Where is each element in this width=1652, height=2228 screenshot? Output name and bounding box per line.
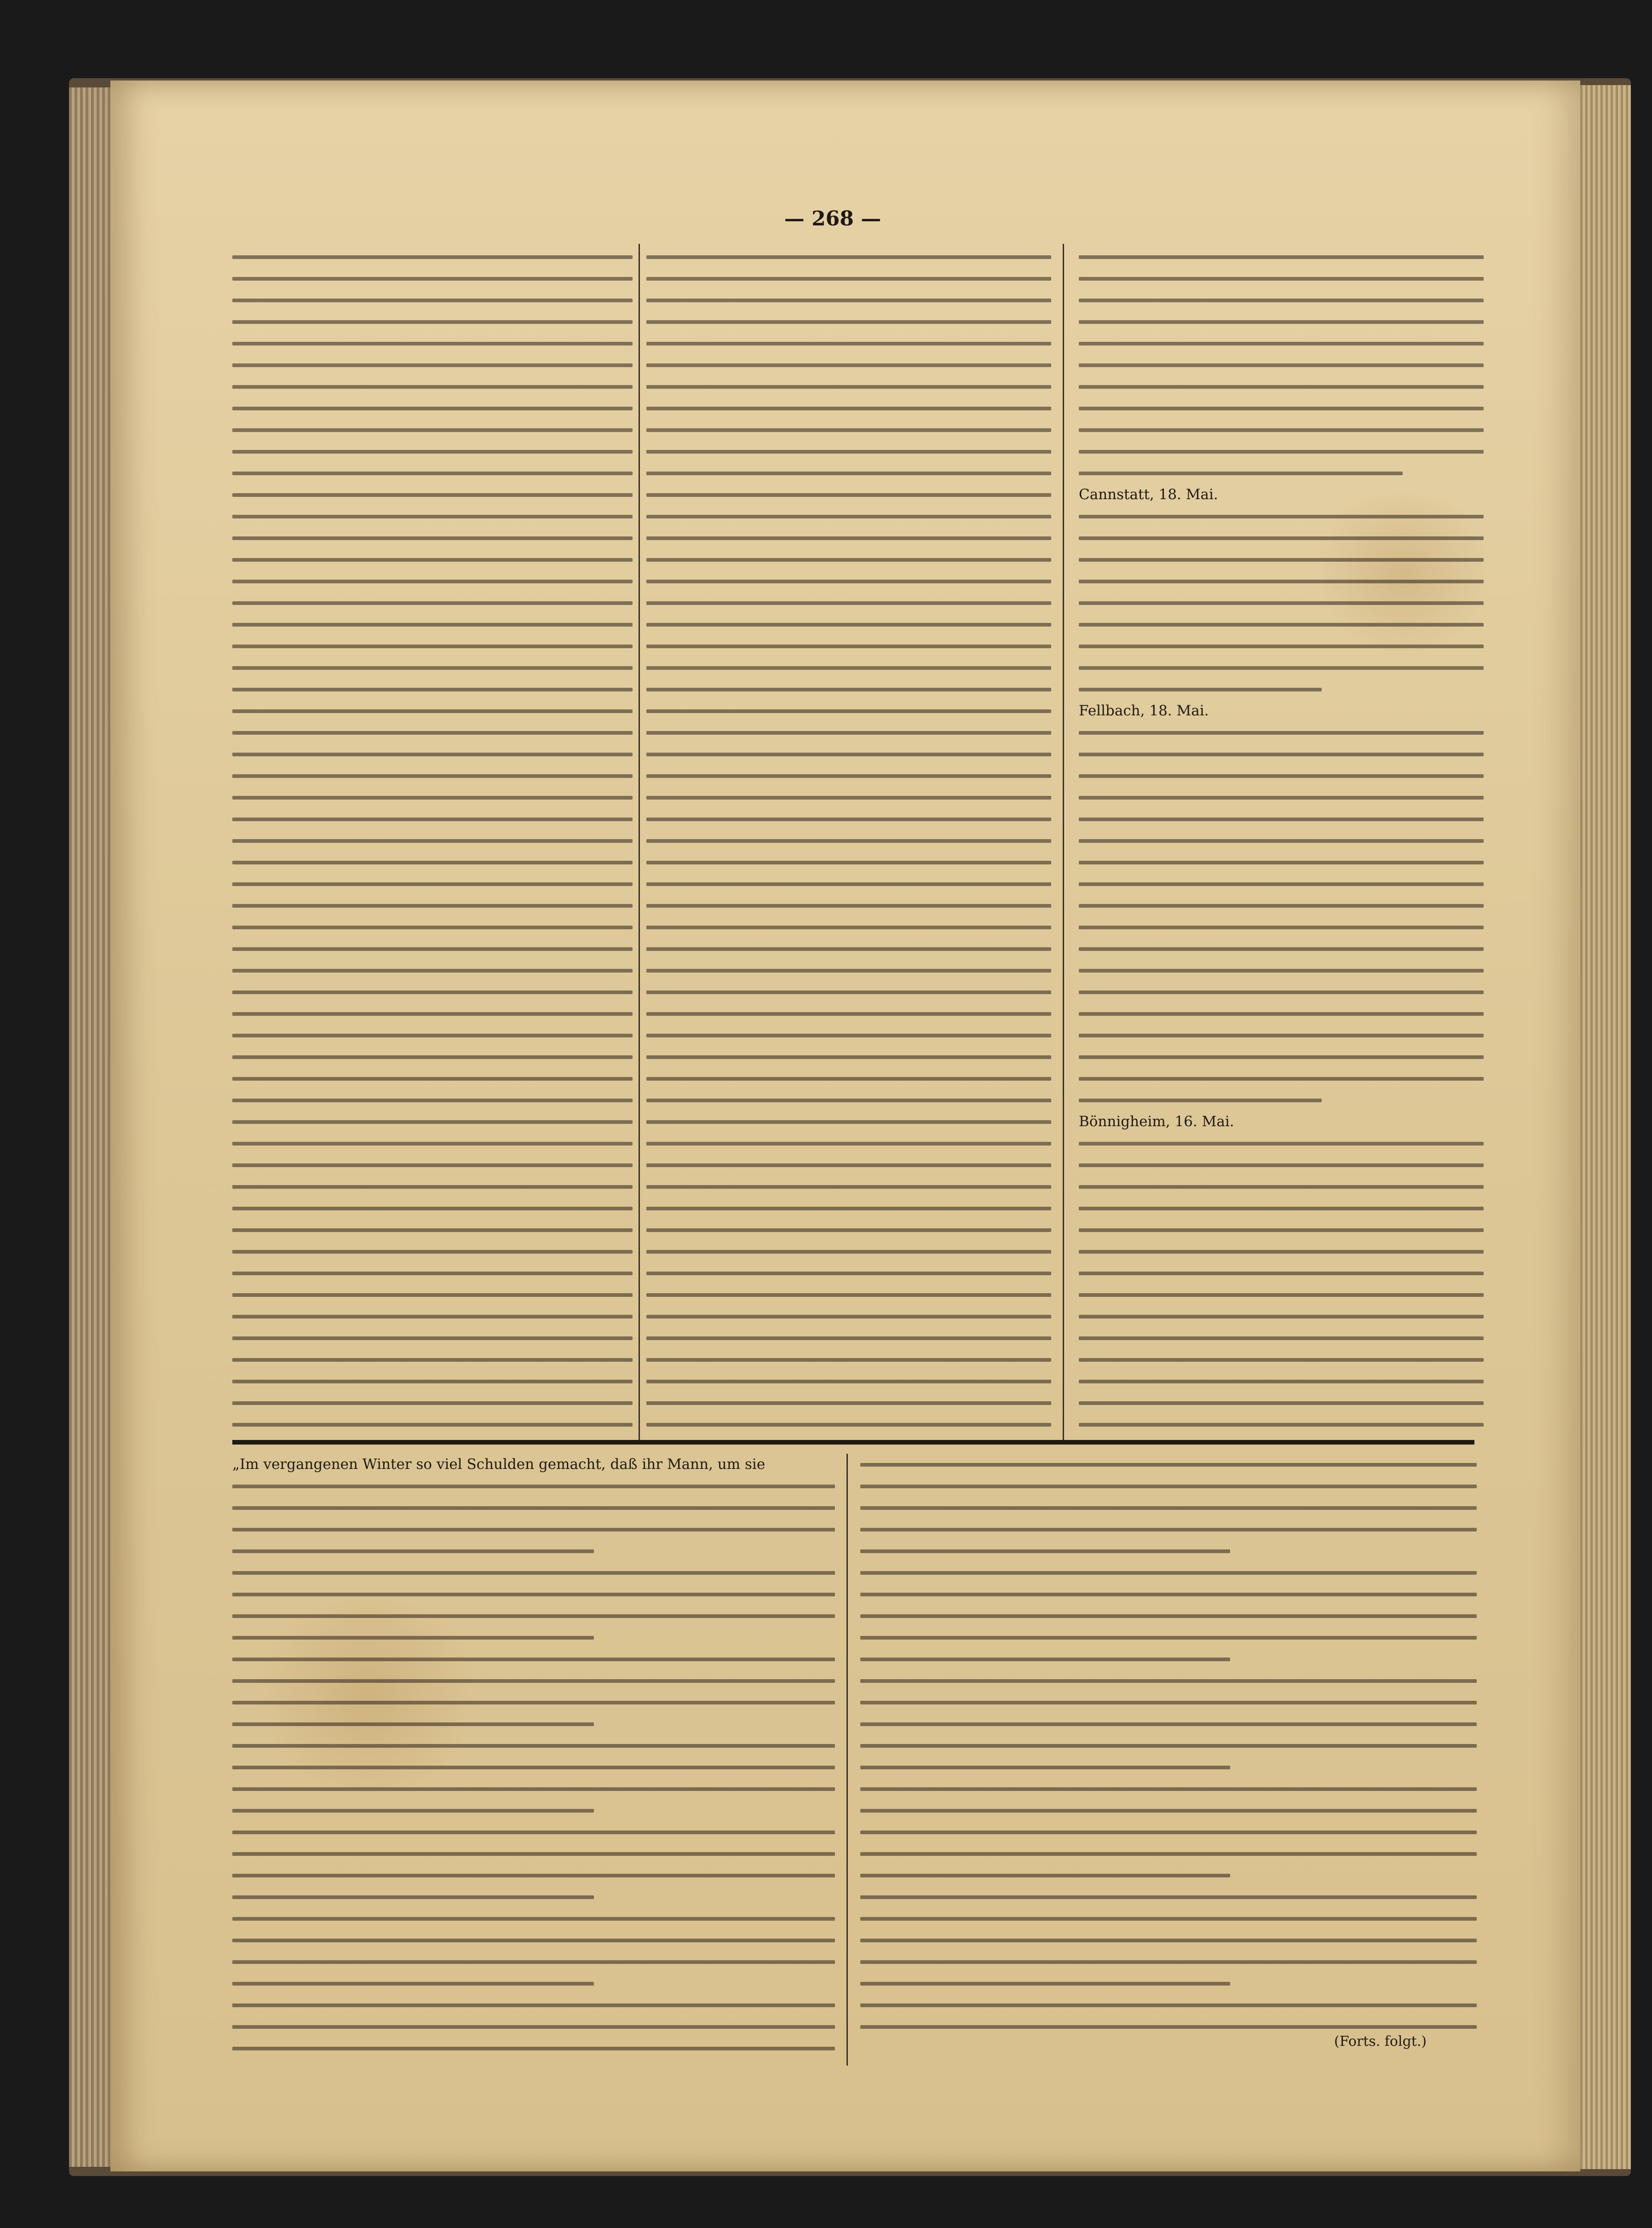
column-divider (639, 244, 640, 1440)
text-line (232, 1519, 835, 1540)
text-line (232, 333, 633, 354)
text-line (860, 1562, 1477, 1583)
text-line (646, 916, 1051, 938)
text-line (646, 808, 1051, 830)
text-line (646, 592, 1051, 614)
text-line (860, 1713, 1477, 1735)
text-line (232, 1800, 835, 1821)
text-line (646, 722, 1051, 743)
text-line (232, 916, 633, 938)
text-line (232, 981, 633, 1003)
text-line (646, 1284, 1051, 1306)
text-line (860, 1670, 1477, 1692)
text-line (860, 1951, 1477, 1973)
text-line (646, 333, 1051, 354)
text-line (232, 1306, 633, 1327)
text-line (646, 1306, 1051, 1327)
text-line (232, 1154, 633, 1176)
text-line (646, 679, 1051, 700)
text-line (646, 527, 1051, 549)
text-line (232, 1540, 835, 1562)
text-line (232, 1627, 835, 1648)
text-line (232, 2016, 835, 2038)
text-line (646, 246, 1051, 268)
text-line (646, 873, 1051, 895)
text-line (646, 1068, 1051, 1089)
text-line (646, 462, 1051, 484)
text-line (646, 289, 1051, 311)
text-line (232, 1583, 835, 1605)
text-line (232, 397, 633, 419)
text-line (860, 1519, 1477, 1540)
text-line (232, 2038, 835, 2059)
text-line (232, 1241, 633, 1262)
text-line (860, 1692, 1477, 1713)
serial-column-right (860, 1454, 1477, 2066)
text-line (646, 549, 1051, 570)
text-line (232, 246, 633, 268)
text-line (646, 981, 1051, 1003)
text-line (232, 1197, 633, 1219)
text-line (646, 1197, 1051, 1219)
text-line (646, 1349, 1051, 1370)
text-line (232, 960, 633, 981)
text-line (232, 268, 633, 289)
text-line (646, 787, 1051, 808)
article-heading: Fellbach, 18. Mai. (1079, 702, 1209, 719)
text-line (232, 1284, 633, 1306)
text-line (646, 1003, 1051, 1025)
text-line (232, 1735, 835, 1756)
text-line (860, 1605, 1477, 1627)
text-line (646, 441, 1051, 462)
text-line (232, 1973, 835, 1994)
text-line (860, 1778, 1477, 1800)
text-column-2 (646, 246, 1051, 1435)
text-line (860, 1973, 1477, 1994)
text-line (860, 1929, 1477, 1951)
text-line (232, 1176, 633, 1197)
text-line (232, 1843, 835, 1865)
text-line (232, 1003, 633, 1025)
text-line (232, 938, 633, 960)
text-line (860, 1454, 1477, 1475)
text-line (232, 549, 633, 570)
text-line (232, 1778, 835, 1800)
text-line (232, 592, 633, 614)
text-line (860, 1800, 1477, 1821)
text-line (646, 635, 1051, 657)
page-number: — 268 — (784, 207, 881, 230)
text-line (232, 354, 633, 376)
text-line (232, 419, 633, 441)
text-line (860, 1756, 1477, 1778)
text-line (232, 657, 633, 679)
text-line (232, 1370, 633, 1392)
text-line (646, 960, 1051, 981)
text-line (232, 1392, 633, 1414)
text-line (232, 311, 633, 333)
text-line (646, 895, 1051, 916)
text-line (646, 1025, 1051, 1046)
text-line (646, 1414, 1051, 1435)
text-line (646, 1046, 1051, 1068)
text-line (646, 1133, 1051, 1154)
text-line (232, 1908, 835, 1929)
text-line (232, 570, 633, 592)
text-line (860, 1475, 1477, 1497)
text-line (232, 614, 633, 635)
text-line (232, 1865, 835, 1886)
section-divider (232, 1440, 1474, 1445)
article-heading: Bönnigheim, 16. Mai. (1079, 1113, 1234, 1130)
text-line (860, 1627, 1477, 1648)
text-line (232, 1327, 633, 1349)
text-line (232, 1349, 633, 1370)
text-line (232, 1994, 835, 2016)
text-line (232, 506, 633, 527)
text-line (232, 743, 633, 765)
text-line (232, 289, 633, 311)
text-line (232, 1046, 633, 1068)
text-line (860, 1908, 1477, 1929)
text-line (232, 1497, 835, 1519)
text-line (646, 938, 1051, 960)
text-line (646, 830, 1051, 852)
column-divider (846, 1454, 848, 2066)
text-line (646, 657, 1051, 679)
text-line (646, 614, 1051, 635)
text-line (646, 852, 1051, 873)
text-line (860, 1583, 1477, 1605)
text-line (232, 635, 633, 657)
text-line (232, 808, 633, 830)
text-line (232, 484, 633, 506)
text-line (232, 1951, 835, 1973)
text-line (232, 787, 633, 808)
text-line (646, 570, 1051, 592)
text-line (232, 527, 633, 549)
text-line (232, 1025, 633, 1046)
serial-first-line: „Im vergangenen Winter so viel Schulden gemacht, daß ihr Mann, um sie (232, 1456, 766, 1473)
text-line (232, 830, 633, 852)
text-line (232, 722, 633, 743)
text-line (646, 1327, 1051, 1349)
right-page-edges (1580, 85, 1631, 2169)
text-line (232, 679, 633, 700)
text-line (860, 1865, 1477, 1886)
text-line (232, 376, 633, 397)
text-line (646, 1262, 1051, 1284)
text-line (860, 1540, 1477, 1562)
text-line (646, 354, 1051, 376)
column-divider (1063, 244, 1064, 1440)
text-line (232, 1475, 835, 1497)
text-line (646, 1111, 1051, 1133)
text-line (646, 1154, 1051, 1176)
text-line (860, 1994, 1477, 2016)
text-line (232, 1562, 835, 1583)
text-line (232, 441, 633, 462)
text-line (232, 1886, 835, 1908)
text-line (860, 1735, 1477, 1756)
text-line (232, 873, 633, 895)
text-line (232, 1111, 633, 1133)
text-line (646, 1392, 1051, 1414)
text-line (646, 743, 1051, 765)
text-line (646, 268, 1051, 289)
text-line (232, 1929, 835, 1951)
text-line (232, 1756, 835, 1778)
text-line (646, 419, 1051, 441)
text-line (860, 1821, 1477, 1843)
text-line (646, 765, 1051, 787)
text-line (232, 1133, 633, 1154)
text-line (860, 1497, 1477, 1519)
text-line (232, 1089, 633, 1111)
text-line (860, 1886, 1477, 1908)
text-line (860, 1648, 1477, 1670)
text-line (232, 462, 633, 484)
text-line (646, 484, 1051, 506)
article-heading: Cannstatt, 18. Mai. (1079, 486, 1218, 503)
text-column-1 (232, 246, 633, 1435)
text-line (232, 1713, 835, 1735)
text-line (232, 1414, 633, 1435)
text-line (232, 1605, 835, 1627)
text-line (232, 765, 633, 787)
text-line (232, 1648, 835, 1670)
text-line (232, 1670, 835, 1692)
serial-column-left (232, 1454, 835, 2066)
left-page-edges (69, 87, 110, 2167)
text-line (232, 1219, 633, 1241)
text-column-3 (1079, 246, 1484, 1435)
text-line (232, 1262, 633, 1284)
text-line (232, 1068, 633, 1089)
text-line (646, 1219, 1051, 1241)
text-line (232, 895, 633, 916)
text-line (646, 1241, 1051, 1262)
text-line (860, 1843, 1477, 1865)
text-line (232, 1692, 835, 1713)
text-line (646, 1089, 1051, 1111)
text-line (232, 700, 633, 722)
text-line (646, 1370, 1051, 1392)
text-line (646, 397, 1051, 419)
text-line (232, 1821, 835, 1843)
continuation-note: (Forts. folgt.) (1334, 2033, 1427, 2050)
text-line (646, 1176, 1051, 1197)
text-line (646, 506, 1051, 527)
text-line (232, 852, 633, 873)
text-line (646, 700, 1051, 722)
text-line (646, 311, 1051, 333)
text-line (646, 376, 1051, 397)
